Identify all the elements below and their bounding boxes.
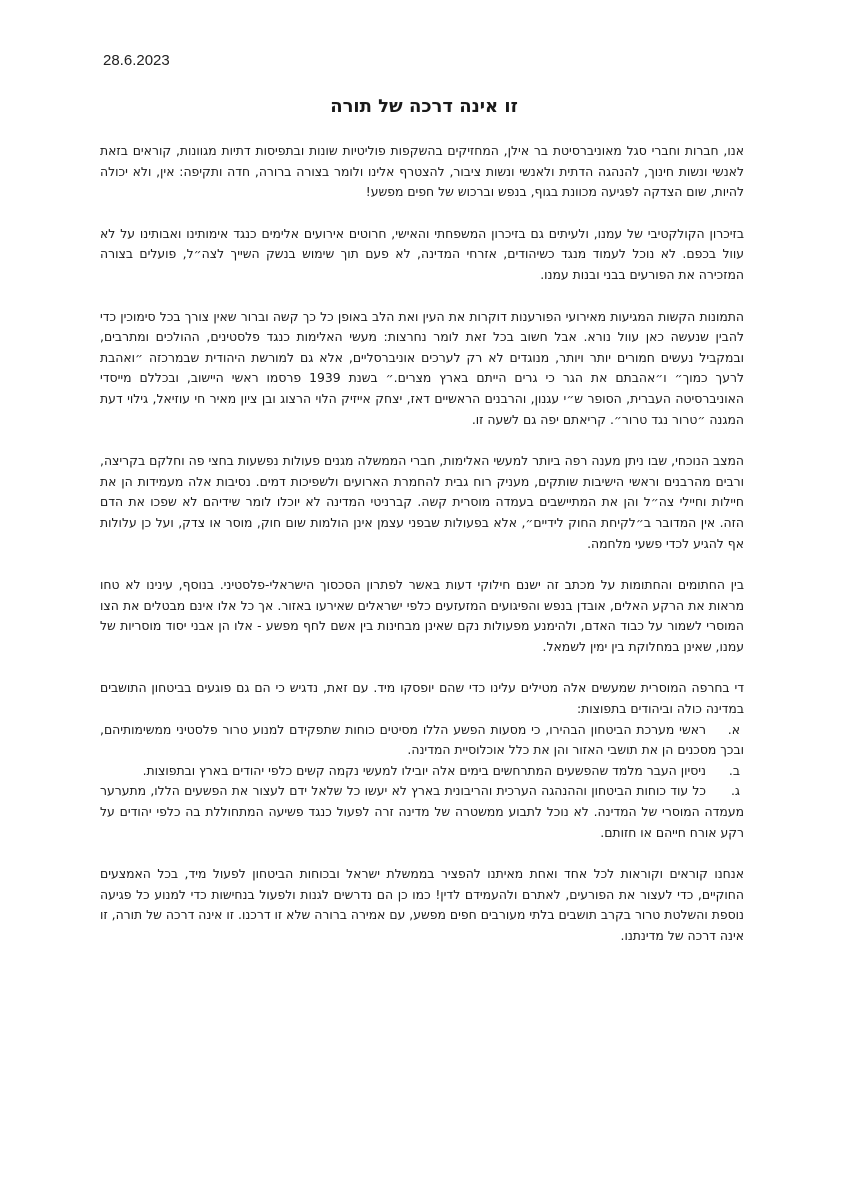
demand-text: ראשי מערכת הביטחון הבהירו, כי מסעות הפשע הללו מסיטים כוחות שתפקידם למנוע טרור פלסטיני ממשימותיהם, ובכך מסכנים הן את תושבי האזור והן את כלל אוכלוסיית המדינה.: [100, 721, 744, 758]
demand-marker: ב.: [728, 762, 740, 778]
paragraph-collective-memory: בזיכרון הקולקטיבי של עמנו, ולעיתים גם בזיכרון המשפחתי והאישי, חרוטים אירועים אלימים כנגד אימותינו ואבותינו על לא עוול בכפם. לא נוכל לעמוד מנגד כשיהודים, אזרחי המדינה, לא פעם תוך שימוש בנשק השייך לצה״ל, פועלים בצורה המזכירה את הפורעים בבני ובנות עמנו.: [100, 225, 744, 282]
demand-item: [100, 761, 744, 782]
paragraph-call-to-action: אנו, חברות וחברי סגל מאוניברסיטת בר אילן, המחזיקים בהשקפות פוליטיות שונות ובתפיסות דתיות מגוונות, קוראים בזאת לאנשי ונשות חינוך, להנהגה הדתית ולאנשי ונשות ציבור, להצטרף אלינו ולומר בצורה ברורה, חדה ותקיפה: אין, ולא יכולה להיות, שום הצדקה לפגיעה מכוונת בגוף, בנפש וברכוש של חפים מפשע!: [100, 143, 744, 200]
letter-body: [100, 141, 744, 968]
demand-text: ניסיון העבר מלמד שהפשעים המתרחשים בימים אלה יובילו למעשי נקמה קשים כלפי יהודים בארץ ובתפוצות.: [142, 762, 706, 778]
demand-marker: ג.: [730, 783, 740, 799]
demand-item: [100, 781, 744, 843]
demands-list: [100, 720, 744, 844]
demand-marker: א.: [727, 721, 740, 737]
demand-text: כל עוד כוחות הביטחון וההנהגה הערכית והריבונית בארץ לא יעשו כל שלאל ידם לעצור את הפשעים הללו, מתערער מעמדה המוסרי של המדינה. לא נוכל לתבוע ממשטרה של מדינה זרה לפעול כנגד פשיעה המתחוללת בה כלפי יהודים על רקע אורח חייהם או חזותם.: [100, 783, 744, 840]
demand-item: [100, 720, 744, 761]
paragraph-signatories: בין החתומים והחתומות על מכתב זה ישנם חילוקי דעות באשר לפתרון הסכסוך הישראלי-פלסטיני. בנוסף, עינינו לא טחו מראות את הרקע האלים, אובדן בנפש והפיגועים המזעזעים כלפי ישראלים שאירעו באזור. אך כל אלו אינם מבטלים את הצו המוסרי לשמור על כבוד האדם, ולהימנע מפעולות נקם שאינן מבחינות בין אשם לחף מפשע - אלו הן אבני יסוד מוסריות של עמנו, שאינן במחלוקת בין ימין לשמאל.: [100, 577, 744, 654]
paragraph-jewish-heritage: התמונות הקשות המגיעות מאירועי הפורענות דוקרות את העין ואת הלב באופן כל כך קשה וברור שאין צורך בכל סימוכין כדי להבין שנעשה כאן עוול נורא. אבל חשוב בכל זאת לומר נחרצות: מעשי האלימות כנגד פלסטינים, ההולכים ומתרבים, ובמקביל נעשים חמורים יותר ויותר, מנוגדים לא רק לערכים אוניברסליים, אלא גם למורשת היהודית שבמרכזה ״ואהבת לרעך כמוך״ ו״אהבתם את הגר כי גרים הייתם בארץ מצרים.״ בשנת 1939 פרסמו ראשי היישוב, ובכללם מייסדי האוניברסיטה העברית, הסופר ש״י עגנון, והרבנים הראשיים דאז, יצחק אייזיק הלוי הרצוג ובן ציון מאיר חי עוזיאל, גילוי דעת המגנה ״טרור נגד טרור״. קריאתם יפה גם לשעה זו.: [100, 308, 744, 427]
paragraph-closing: אנחנו קוראים וקוראות לכל אחד ואחת מאיתנו להפציר בממשלת ישראל ובכוחות הביטחון לפעול מיד, בכל האמצעים החוקיים, כדי לעצור את הפורעים, לאתרם ולהעמידם לדין! כמו כן הם נדרשים לגנות ולפעול בנחישות כדי למנוע כל פגיעה נוספת והשלטת טרור בקרב תושבים בלתי מעורבים חפים מפשע, עם אמירה ברורה שלא זו דרכנו. זו אינה דרכה של תורה, זו אינה דרכה של מדינתנו.: [100, 866, 744, 943]
document-title: זו אינה דרכה של תורה: [330, 96, 518, 117]
paragraph-demands-intro: די בחרפה המוסרית שמעשים אלה מטילים עלינו כדי שהם יופסקו מיד. עם זאת, נדגיש כי הם גם פוגעים בביטחון התושבים במדינה כולה וביהודים בתפוצות:: [100, 680, 744, 717]
document-date: 28.6.2023: [103, 52, 170, 69]
paragraph-current-situation: המצב הנוכחי, שבו ניתן מענה רפה ביותר למעשי האלימות, חברי הממשלה מגנים פעולות נפשעות בחצי פה וחלקם בקריצה, ורבים מהרבנים וראשי הישיבות שותקים, מעניק רוח גבית להחמרת הארועים ולשפיכות דמים. נסיבות אלה מעמידות הן את חיילות וחיילי צה״ל והן את המתיישבים בעמדה מוסרית קשה. קברניטי המדינה לא יוכלו לומר שידיהם לא שפכו את הדם הזה. אין המדובר ב״לקיחת החוק לידיים״, אלא בפעולות שבפני עצמן אינן הולמות שום חוק, מוסר או צדק, ועל כן עלולות אף להגיע לכדי פשעי מלחמה.: [100, 453, 744, 551]
